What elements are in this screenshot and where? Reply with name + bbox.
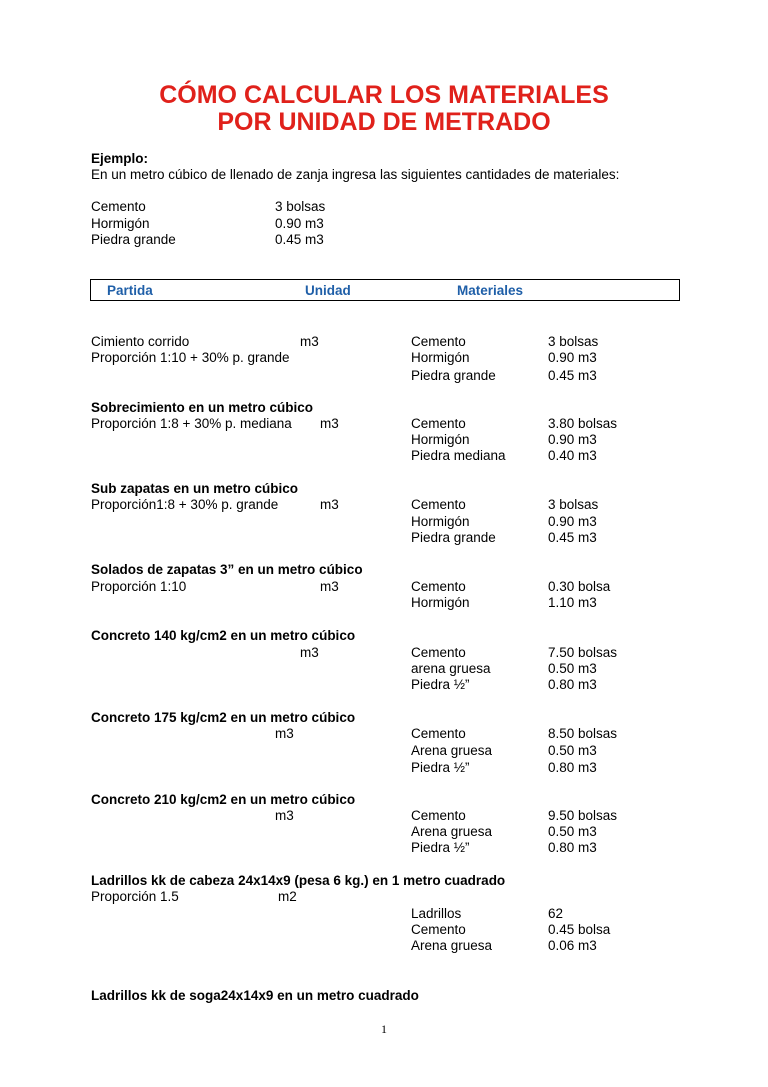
page-number: 1: [381, 1022, 387, 1036]
material-name: Cemento: [411, 579, 466, 594]
material-qty: 62: [548, 906, 564, 921]
material-name: Hormigón: [411, 595, 470, 610]
material-qty: 0.45 m3: [548, 368, 597, 383]
intro-item-qty: 0.45 m3: [275, 232, 324, 247]
intro-text: En un metro cúbico de llenado de zanja ingresa las siguientes cantidades de materiales:: [91, 167, 620, 182]
table-header-materiales: Materiales: [457, 283, 524, 298]
material-name: Cemento: [411, 726, 466, 741]
material-qty: 0.40 m3: [548, 448, 597, 463]
material-qty: 0.30 bolsa: [548, 579, 611, 594]
material-name: Cemento: [411, 922, 466, 937]
material-name: Piedra ½”: [411, 840, 470, 855]
material-qty: 1.10 m3: [548, 595, 597, 610]
material-qty: 3 bolsas: [548, 334, 599, 349]
material-qty: 0.80 m3: [548, 760, 597, 775]
material-qty: 8.50 bolsas: [548, 726, 618, 741]
table-header-unidad: Unidad: [305, 283, 351, 298]
section-unit: m3: [275, 726, 294, 741]
material-name: Piedra grande: [411, 530, 496, 545]
page-title-line-2: POR UNIDAD DE METRADO: [217, 108, 551, 136]
section-title: Sobrecimiento en un metro cúbico: [91, 400, 314, 415]
material-name: Cemento: [411, 808, 466, 823]
page-title-line-1: CÓMO CALCULAR LOS MATERIALES: [159, 81, 609, 109]
material-name: Arena gruesa: [411, 938, 493, 953]
material-qty: 3 bolsas: [548, 497, 599, 512]
section-unit: m3: [300, 645, 319, 660]
material-qty: 0.50 m3: [548, 824, 597, 839]
material-qty: 7.50 bolsas: [548, 645, 618, 660]
section-title: Sub zapatas en un metro cúbico: [91, 481, 299, 496]
material-name: Piedra ½”: [411, 677, 470, 692]
material-name: Hormigón: [411, 350, 470, 365]
section-title: Solados de zapatas 3” en un metro cúbico: [91, 562, 363, 577]
material-name: Cemento: [411, 645, 466, 660]
material-name: Piedra ½”: [411, 760, 470, 775]
material-name: arena gruesa: [411, 661, 491, 676]
material-qty: 0.80 m3: [548, 840, 597, 855]
section-title: Ladrillos kk de soga24x14x9 en un metro cuadrado: [91, 988, 419, 1003]
section-proportion: Proporción 1:10: [91, 579, 187, 594]
section-title: Cimiento corrido: [91, 334, 190, 349]
material-name: Arena gruesa: [411, 824, 493, 839]
material-qty: 0.45 m3: [548, 530, 597, 545]
section-title: Concreto 175 kg/cm2 en un metro cúbico: [91, 710, 356, 725]
material-qty: 0.90 m3: [548, 350, 597, 365]
material-name: Piedra mediana: [411, 448, 506, 463]
intro-heading: Ejemplo:: [91, 151, 149, 166]
section-unit: m3: [320, 579, 339, 594]
section-proportion: Proporción1:8 + 30% p. grande: [91, 497, 279, 512]
section-unit: m3: [300, 334, 319, 349]
material-name: Arena gruesa: [411, 743, 493, 758]
section-proportion: Proporción 1:8 + 30% p. mediana: [91, 416, 292, 431]
material-name: Hormigón: [411, 432, 470, 447]
material-qty: 0.90 m3: [548, 432, 597, 447]
section-unit: m3: [320, 416, 339, 431]
section-proportion: Proporción 1.5: [91, 889, 179, 904]
material-qty: 0.90 m3: [548, 514, 597, 529]
section-title: Concreto 210 kg/cm2 en un metro cúbico: [91, 792, 356, 807]
material-name: Hormigón: [411, 514, 470, 529]
intro-item-name: Piedra grande: [91, 232, 176, 247]
material-qty: 0.45 bolsa: [548, 922, 611, 937]
section-unit: m2: [278, 889, 297, 904]
material-name: Cemento: [411, 334, 466, 349]
intro-item-qty: 3 bolsas: [275, 199, 326, 214]
material-qty: 0.50 m3: [548, 661, 597, 676]
material-name: Ladrillos: [411, 906, 462, 921]
section-title: Concreto 140 kg/cm2 en un metro cúbico: [91, 628, 356, 643]
section-proportion: Proporción 1:10 + 30% p. grande: [91, 350, 290, 365]
table-header-partida: Partida: [107, 283, 153, 298]
intro-item-name: Hormigón: [91, 216, 150, 231]
material-qty: 0.80 m3: [548, 677, 597, 692]
material-qty: 9.50 bolsas: [548, 808, 618, 823]
material-qty: 0.50 m3: [548, 743, 597, 758]
section-title: Ladrillos kk de cabeza 24x14x9 (pesa 6 kg.) en 1 metro cuadrado: [91, 873, 506, 888]
material-qty: 0.06 m3: [548, 938, 597, 953]
intro-item-qty: 0.90 m3: [275, 216, 324, 231]
section-unit: m3: [320, 497, 339, 512]
material-name: Cemento: [411, 416, 466, 431]
material-name: Piedra grande: [411, 368, 496, 383]
intro-item-name: Cemento: [91, 199, 146, 214]
section-unit: m3: [275, 808, 294, 823]
material-name: Cemento: [411, 497, 466, 512]
material-qty: 3.80 bolsas: [548, 416, 618, 431]
table-header-box: [90, 279, 680, 301]
